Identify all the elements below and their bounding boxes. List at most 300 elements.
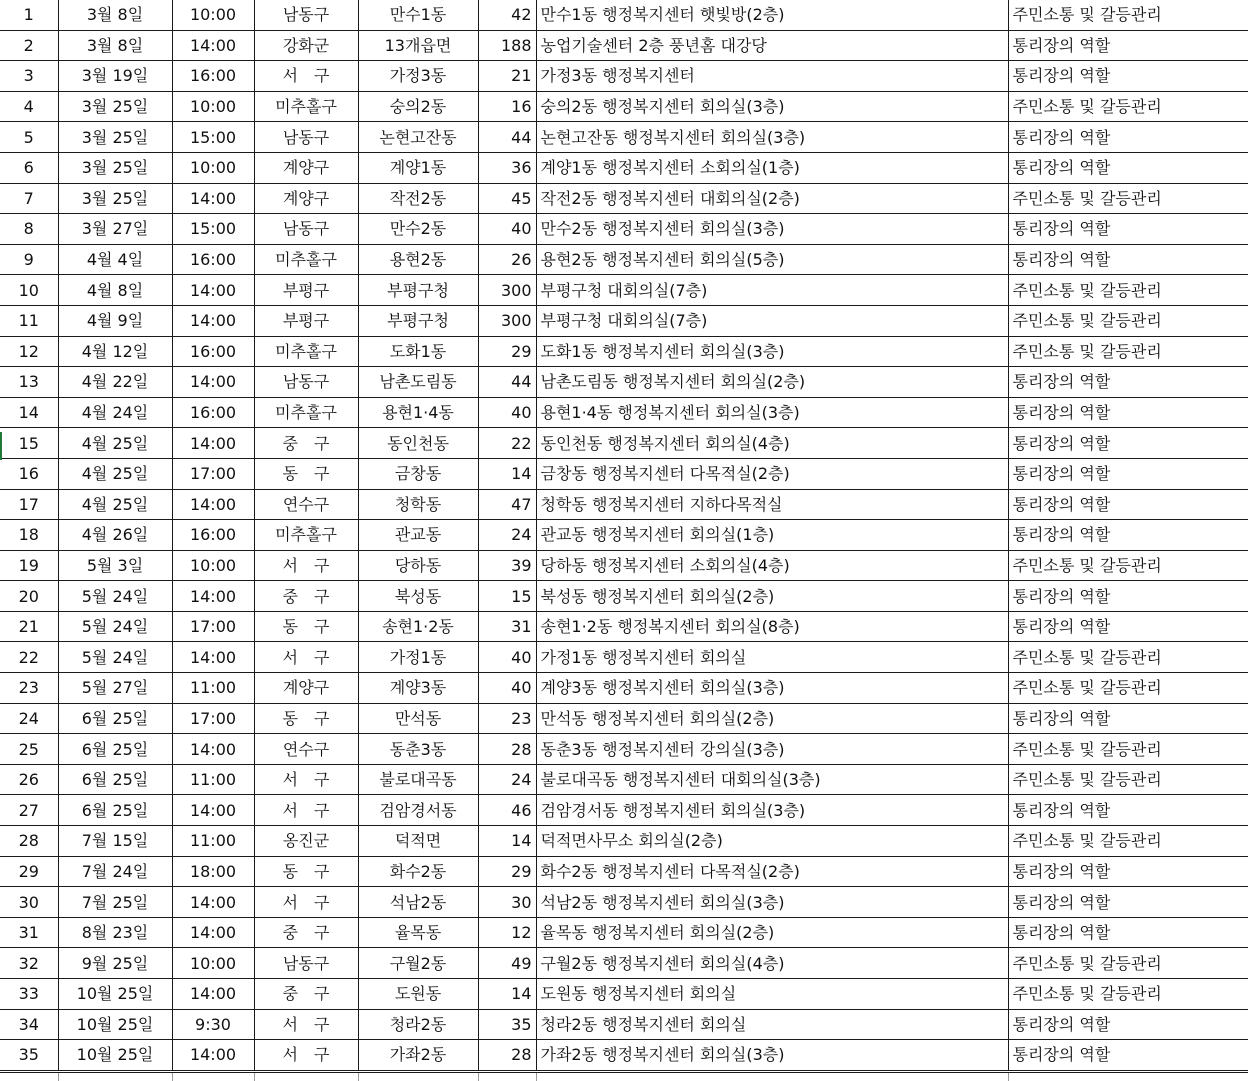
cell-venue[interactable]: 작전2동 행정복지센터 대회의실(2층) — [536, 183, 1008, 214]
cell-date[interactable]: 4월 9일 — [58, 305, 172, 336]
cell-no[interactable]: 30 — [0, 887, 58, 918]
cell-attendees[interactable]: 44 — [478, 122, 536, 153]
cell-district[interactable]: 미추홀구 — [254, 336, 358, 367]
cell-no[interactable]: 13 — [0, 367, 58, 398]
cell-no[interactable]: 35 — [0, 1040, 58, 1071]
cell-topic[interactable]: 주민소통 및 갈등관리 — [1008, 0, 1248, 30]
cell-district[interactable]: 계양구 — [254, 183, 358, 214]
cell-topic[interactable]: 주민소통 및 갈등관리 — [1008, 275, 1248, 306]
cell-time[interactable]: 15:00 — [172, 122, 254, 153]
cell-date[interactable]: 4월 26일 — [58, 520, 172, 551]
cell-venue[interactable]: 율목동 행정복지센터 회의실(2층) — [536, 917, 1008, 948]
cell-attendees[interactable]: 31 — [478, 611, 536, 642]
cell-topic[interactable]: 주민소통 및 갈등관리 — [1008, 336, 1248, 367]
cell-no[interactable]: 25 — [0, 734, 58, 765]
cell-attendees[interactable]: 35 — [478, 1009, 536, 1040]
cell-date[interactable]: 10월 25일 — [58, 1009, 172, 1040]
cell-attendees[interactable]: 30 — [478, 887, 536, 918]
cell-time[interactable]: 11:00 — [172, 673, 254, 704]
cell-no[interactable]: 27 — [0, 795, 58, 826]
cell-topic[interactable]: 주민소통 및 갈등관리 — [1008, 642, 1248, 673]
cell-no[interactable]: 32 — [0, 948, 58, 979]
cell-neighborhood[interactable]: 북성동 — [358, 581, 478, 612]
table-row — [0, 734, 1248, 765]
cell-attendees[interactable]: 21 — [478, 61, 536, 92]
table-row — [0, 856, 1248, 887]
table-row — [0, 91, 1248, 122]
cell-time[interactable]: 17:00 — [172, 458, 254, 489]
cell-no[interactable]: 3 — [0, 61, 58, 92]
cell-topic[interactable]: 주민소통 및 갈등관리 — [1008, 550, 1248, 581]
cell-neighborhood[interactable]: 가좌2동 — [358, 1040, 478, 1071]
cell-attendees[interactable]: 26 — [478, 244, 536, 275]
cell-no[interactable]: 7 — [0, 183, 58, 214]
cell-no[interactable]: 4 — [0, 91, 58, 122]
cell-date[interactable]: 4월 8일 — [58, 275, 172, 306]
cell-district[interactable]: 서 구 — [254, 642, 358, 673]
cell-district[interactable]: 동 구 — [254, 856, 358, 887]
cell-venue[interactable]: 남촌도림동 행정복지센터 회의실(2층) — [536, 367, 1008, 398]
cell-neighborhood[interactable]: 동인천동 — [358, 428, 478, 459]
cell-neighborhood[interactable]: 계양3동 — [358, 673, 478, 704]
cell-neighborhood[interactable]: 검암경서동 — [358, 795, 478, 826]
cell-topic[interactable]: 통리장의 역할 — [1008, 122, 1248, 153]
cell-district[interactable]: 중 구 — [254, 979, 358, 1010]
cell-attendees[interactable]: 39 — [478, 550, 536, 581]
table-row — [0, 305, 1248, 336]
cell-venue[interactable]: 만수1동 행정복지센터 햇빛방(2층) — [536, 0, 1008, 30]
table-row — [0, 1009, 1248, 1040]
cell-time[interactable]: 16:00 — [172, 336, 254, 367]
cell-neighborhood[interactable]: 청라2동 — [358, 1009, 478, 1040]
cell-time[interactable]: 16:00 — [172, 397, 254, 428]
cell-no[interactable]: 33 — [0, 979, 58, 1010]
cell-district[interactable]: 서 구 — [254, 550, 358, 581]
active-row-marker — [0, 432, 2, 460]
cell-no[interactable]: 14 — [0, 397, 58, 428]
cell-neighborhood[interactable]: 도화1동 — [358, 336, 478, 367]
cell-date[interactable]: 3월 25일 — [58, 122, 172, 153]
cell-topic[interactable]: 통리장의 역할 — [1008, 917, 1248, 948]
cell-topic[interactable]: 주민소통 및 갈등관리 — [1008, 91, 1248, 122]
cell-district[interactable]: 남동구 — [254, 0, 358, 30]
sheet-right-margin — [1248, 0, 1255, 1080]
cell-topic[interactable]: 통리장의 역할 — [1008, 611, 1248, 642]
cell-neighborhood[interactable]: 용현1·4동 — [358, 397, 478, 428]
cell-district[interactable]: 강화군 — [254, 30, 358, 61]
cell-venue[interactable]: 부평구청 대회의실(7층) — [536, 275, 1008, 306]
cell-attendees[interactable]: 45 — [478, 183, 536, 214]
cell-date[interactable]: 7월 15일 — [58, 826, 172, 857]
cell-time[interactable]: 17:00 — [172, 611, 254, 642]
cell-district[interactable]: 서 구 — [254, 887, 358, 918]
cell-district[interactable]: 서 구 — [254, 1040, 358, 1071]
cell-topic[interactable]: 통리장의 역할 — [1008, 703, 1248, 734]
table-row — [0, 458, 1248, 489]
cell-no[interactable]: 15 — [0, 428, 58, 459]
cell-topic[interactable]: 통리장의 역할 — [1008, 152, 1248, 183]
table-row — [0, 275, 1248, 306]
cell-topic[interactable]: 통리장의 역할 — [1008, 1009, 1248, 1040]
cell-date[interactable]: 3월 27일 — [58, 214, 172, 245]
table-row — [0, 183, 1248, 214]
cell-no[interactable]: 29 — [0, 856, 58, 887]
cell-venue[interactable]: 청라2동 행정복지센터 회의실 — [536, 1009, 1008, 1040]
cell-time[interactable]: 17:00 — [172, 703, 254, 734]
cell-time[interactable]: 14:00 — [172, 795, 254, 826]
cell-neighborhood[interactable]: 동춘3동 — [358, 734, 478, 765]
cell-time[interactable]: 10:00 — [172, 550, 254, 581]
cell-topic[interactable]: 주민소통 및 갈등관리 — [1008, 826, 1248, 857]
cell-attendees[interactable]: 36 — [478, 152, 536, 183]
cell-venue[interactable]: 도화1동 행정복지센터 회의실(3층) — [536, 336, 1008, 367]
cell-no[interactable]: 17 — [0, 489, 58, 520]
cell-no[interactable]: 5 — [0, 122, 58, 153]
cell-topic[interactable]: 주민소통 및 갈등관리 — [1008, 948, 1248, 979]
cell-date[interactable]: 5월 24일 — [58, 642, 172, 673]
cell-no[interactable]: 23 — [0, 673, 58, 704]
cell-venue[interactable]: 부평구청 대회의실(7층) — [536, 305, 1008, 336]
cell-venue[interactable]: 용현2동 행정복지센터 회의실(5층) — [536, 244, 1008, 275]
cell-topic[interactable]: 통리장의 역할 — [1008, 428, 1248, 459]
cell-district[interactable]: 서 구 — [254, 61, 358, 92]
cell-venue[interactable]: 용현1·4동 행정복지센터 회의실(3층) — [536, 397, 1008, 428]
cell-no[interactable]: 6 — [0, 152, 58, 183]
table-row — [0, 581, 1248, 612]
cell-date[interactable]: 4월 4일 — [58, 244, 172, 275]
cell-district[interactable]: 남동구 — [254, 122, 358, 153]
cell-no[interactable]: 19 — [0, 550, 58, 581]
cell-neighborhood[interactable]: 계양1동 — [358, 152, 478, 183]
cell-no[interactable]: 2 — [0, 30, 58, 61]
cell-attendees[interactable]: 24 — [478, 764, 536, 795]
cell-topic[interactable]: 통리장의 역할 — [1008, 887, 1248, 918]
cell-time[interactable]: 10:00 — [172, 91, 254, 122]
cell-date[interactable]: 4월 12일 — [58, 336, 172, 367]
cell-attendees[interactable]: 23 — [478, 703, 536, 734]
cell-time[interactable]: 14:00 — [172, 305, 254, 336]
cell-venue[interactable]: 석남2동 행정복지센터 회의실(3층) — [536, 887, 1008, 918]
cell-attendees[interactable]: 14 — [478, 826, 536, 857]
table-row — [0, 948, 1248, 979]
cell-time[interactable]: 14:00 — [172, 30, 254, 61]
cell-venue[interactable]: 가정3동 행정복지센터 — [536, 61, 1008, 92]
cell-time[interactable]: 18:00 — [172, 856, 254, 887]
cell-date[interactable]: 6월 25일 — [58, 734, 172, 765]
cell-attendees[interactable]: 28 — [478, 1040, 536, 1071]
cell-venue[interactable]: 가정1동 행정복지센터 회의실 — [536, 642, 1008, 673]
table-row — [0, 764, 1248, 795]
cell-attendees[interactable]: 28 — [478, 734, 536, 765]
cell-venue[interactable]: 검암경서동 행정복지센터 회의실(3층) — [536, 795, 1008, 826]
cell-attendees[interactable]: 16 — [478, 91, 536, 122]
cell-attendees[interactable]: 40 — [478, 642, 536, 673]
cell-district[interactable]: 계양구 — [254, 673, 358, 704]
cell-no[interactable]: 22 — [0, 642, 58, 673]
cell-time[interactable]: 9:30 — [172, 1009, 254, 1040]
cell-time[interactable]: 14:00 — [172, 367, 254, 398]
cell-no[interactable]: 16 — [0, 458, 58, 489]
cell-venue[interactable]: 논현고잔동 행정복지센터 회의실(3층) — [536, 122, 1008, 153]
cell-district[interactable]: 남동구 — [254, 367, 358, 398]
cell-date[interactable]: 6월 25일 — [58, 795, 172, 826]
cell-time[interactable]: 14:00 — [172, 734, 254, 765]
cell-no[interactable]: 12 — [0, 336, 58, 367]
cell-neighborhood[interactable]: 송현1·2동 — [358, 611, 478, 642]
cell-venue[interactable]: 동춘3동 행정복지센터 강의실(3층) — [536, 734, 1008, 765]
cell-venue[interactable]: 북성동 행정복지센터 회의실(2층) — [536, 581, 1008, 612]
cell-no[interactable]: 28 — [0, 826, 58, 857]
cell-date[interactable]: 5월 24일 — [58, 581, 172, 612]
cell-time[interactable]: 14:00 — [172, 183, 254, 214]
cell-time[interactable]: 10:00 — [172, 152, 254, 183]
cell-neighborhood[interactable]: 가정1동 — [358, 642, 478, 673]
cell-topic[interactable]: 통리장의 역할 — [1008, 1040, 1248, 1071]
cell-topic[interactable]: 통리장의 역할 — [1008, 244, 1248, 275]
cell-district[interactable]: 서 구 — [254, 1009, 358, 1040]
cell-attendees[interactable]: 40 — [478, 397, 536, 428]
cell-topic[interactable]: 통리장의 역할 — [1008, 458, 1248, 489]
cell-topic[interactable]: 주민소통 및 갈등관리 — [1008, 183, 1248, 214]
cell-neighborhood[interactable]: 구월2동 — [358, 948, 478, 979]
cell-topic[interactable]: 통리장의 역할 — [1008, 367, 1248, 398]
cell-date[interactable]: 3월 19일 — [58, 61, 172, 92]
table-row — [0, 152, 1248, 183]
cell-neighborhood[interactable]: 금창동 — [358, 458, 478, 489]
cell-district[interactable]: 미추홀구 — [254, 244, 358, 275]
cell-topic[interactable]: 통리장의 역할 — [1008, 214, 1248, 245]
cell-attendees[interactable]: 14 — [478, 979, 536, 1010]
cell-attendees[interactable]: 24 — [478, 520, 536, 551]
cell-attendees[interactable]: 15 — [478, 581, 536, 612]
cell-attendees[interactable]: 46 — [478, 795, 536, 826]
cell-neighborhood[interactable]: 불로대곡동 — [358, 764, 478, 795]
cell-date[interactable]: 3월 25일 — [58, 183, 172, 214]
cell-district[interactable]: 미추홀구 — [254, 520, 358, 551]
cell-no[interactable]: 18 — [0, 520, 58, 551]
cell-topic[interactable]: 통리장의 역할 — [1008, 397, 1248, 428]
cell-venue[interactable]: 청학동 행정복지센터 지하다목적실 — [536, 489, 1008, 520]
cell-time[interactable]: 16:00 — [172, 520, 254, 551]
cell-district[interactable]: 서 구 — [254, 795, 358, 826]
cell-venue[interactable]: 당하동 행정복지센터 소회의실(4층) — [536, 550, 1008, 581]
cell-attendees[interactable]: 42 — [478, 0, 536, 30]
cell-neighborhood[interactable]: 가정3동 — [358, 61, 478, 92]
table-row — [0, 214, 1248, 245]
cell-time[interactable]: 10:00 — [172, 948, 254, 979]
cell-district[interactable]: 남동구 — [254, 948, 358, 979]
cell-venue[interactable]: 불로대곡동 행정복지센터 대회의실(3층) — [536, 764, 1008, 795]
cell-no[interactable]: 9 — [0, 244, 58, 275]
cell-no[interactable]: 31 — [0, 917, 58, 948]
cell-district[interactable]: 부평구 — [254, 275, 358, 306]
table-row — [0, 611, 1248, 642]
cell-neighborhood[interactable]: 숭의2동 — [358, 91, 478, 122]
table-row — [0, 0, 1248, 30]
cell-topic[interactable]: 주민소통 및 갈등관리 — [1008, 305, 1248, 336]
cell-venue[interactable]: 만수2동 행정복지센터 회의실(3층) — [536, 214, 1008, 245]
cell-time[interactable]: 14:00 — [172, 887, 254, 918]
cell-attendees[interactable]: 14 — [478, 458, 536, 489]
cell-venue[interactable]: 구월2동 행정복지센터 회의실(4층) — [536, 948, 1008, 979]
cell-neighborhood[interactable]: 논현고잔동 — [358, 122, 478, 153]
cell-no[interactable]: 24 — [0, 703, 58, 734]
cell-time[interactable]: 11:00 — [172, 826, 254, 857]
cell-neighborhood[interactable]: 관교동 — [358, 520, 478, 551]
table-row — [0, 826, 1248, 857]
cell-date[interactable]: 3월 8일 — [58, 30, 172, 61]
cell-date[interactable]: 8월 23일 — [58, 917, 172, 948]
cell-venue[interactable]: 계양3동 행정복지센터 회의실(3층) — [536, 673, 1008, 704]
cell-date[interactable]: 7월 25일 — [58, 887, 172, 918]
cell-venue[interactable]: 숭의2동 행정복지센터 회의실(3층) — [536, 91, 1008, 122]
cell-topic[interactable]: 통리장의 역할 — [1008, 61, 1248, 92]
cell-topic[interactable]: 주민소통 및 갈등관리 — [1008, 673, 1248, 704]
cell-venue[interactable]: 금창동 행정복지센터 다목적실(2층) — [536, 458, 1008, 489]
cell-neighborhood[interactable]: 부평구청 — [358, 305, 478, 336]
cell-neighborhood[interactable]: 13개읍면 — [358, 30, 478, 61]
cell-attendees[interactable]: 188 — [478, 30, 536, 61]
cell-no[interactable]: 34 — [0, 1009, 58, 1040]
cell-date[interactable]: 4월 25일 — [58, 458, 172, 489]
cell-neighborhood[interactable]: 작전2동 — [358, 183, 478, 214]
cell-time[interactable]: 14:00 — [172, 1040, 254, 1071]
cell-neighborhood[interactable]: 만석동 — [358, 703, 478, 734]
cell-no[interactable]: 8 — [0, 214, 58, 245]
cell-date[interactable]: 3월 25일 — [58, 152, 172, 183]
cell-time[interactable]: 15:00 — [172, 214, 254, 245]
cell-district[interactable]: 서 구 — [254, 764, 358, 795]
cell-time[interactable]: 14:00 — [172, 642, 254, 673]
cell-time[interactable]: 14:00 — [172, 979, 254, 1010]
cell-topic[interactable]: 주민소통 및 갈등관리 — [1008, 734, 1248, 765]
cell-district[interactable]: 남동구 — [254, 214, 358, 245]
cell-no[interactable]: 26 — [0, 764, 58, 795]
cell-topic[interactable]: 통리장의 역할 — [1008, 581, 1248, 612]
cell-topic[interactable]: 통리장의 역할 — [1008, 520, 1248, 551]
cell-venue[interactable]: 가좌2동 행정복지센터 회의실(3층) — [536, 1040, 1008, 1071]
cell-neighborhood[interactable]: 도원동 — [358, 979, 478, 1010]
cell-neighborhood[interactable]: 화수2동 — [358, 856, 478, 887]
cell-topic[interactable]: 주민소통 및 갈등관리 — [1008, 979, 1248, 1010]
cell-date[interactable]: 6월 25일 — [58, 703, 172, 734]
cell-time[interactable]: 14:00 — [172, 428, 254, 459]
cell-district[interactable]: 옹진군 — [254, 826, 358, 857]
cell-date[interactable]: 7월 24일 — [58, 856, 172, 887]
cell-neighborhood[interactable]: 석남2동 — [358, 887, 478, 918]
cell-district[interactable]: 연수구 — [254, 734, 358, 765]
cell-attendees[interactable]: 29 — [478, 336, 536, 367]
cell-district[interactable]: 중 구 — [254, 581, 358, 612]
cell-date[interactable]: 3월 25일 — [58, 91, 172, 122]
cell-time[interactable]: 16:00 — [172, 61, 254, 92]
cell-no[interactable]: 21 — [0, 611, 58, 642]
cell-district[interactable]: 동 구 — [254, 703, 358, 734]
cell-venue[interactable]: 만석동 행정복지센터 회의실(2층) — [536, 703, 1008, 734]
cell-no[interactable]: 11 — [0, 305, 58, 336]
cell-no[interactable]: 20 — [0, 581, 58, 612]
cell-attendees[interactable]: 44 — [478, 367, 536, 398]
cell-venue[interactable]: 관교동 행정복지센터 회의실(1층) — [536, 520, 1008, 551]
cell-neighborhood[interactable]: 만수1동 — [358, 0, 478, 30]
cell-venue[interactable]: 덕적면사무소 회의실(2층) — [536, 826, 1008, 857]
cell-attendees[interactable]: 300 — [478, 305, 536, 336]
cell-venue[interactable]: 동인천동 행정복지센터 회의실(4층) — [536, 428, 1008, 459]
cell-venue[interactable]: 송현1·2동 행정복지센터 회의실(8층) — [536, 611, 1008, 642]
cell-time[interactable]: 14:00 — [172, 917, 254, 948]
cell-time[interactable]: 14:00 — [172, 581, 254, 612]
cell-neighborhood[interactable]: 율목동 — [358, 917, 478, 948]
cell-district[interactable]: 부평구 — [254, 305, 358, 336]
cell-date[interactable]: 4월 22일 — [58, 367, 172, 398]
cell-time[interactable]: 11:00 — [172, 764, 254, 795]
cell-district[interactable]: 미추홀구 — [254, 91, 358, 122]
cell-venue[interactable]: 계양1동 행정복지센터 소회의실(1층) — [536, 152, 1008, 183]
cell-topic[interactable]: 통리장의 역할 — [1008, 489, 1248, 520]
cell-venue[interactable]: 화수2동 행정복지센터 다목적실(2층) — [536, 856, 1008, 887]
cell-time[interactable]: 10:00 — [172, 0, 254, 30]
cell-time[interactable]: 14:00 — [172, 275, 254, 306]
cell-date[interactable]: 10월 25일 — [58, 979, 172, 1010]
cell-no[interactable]: 10 — [0, 275, 58, 306]
cell-date[interactable]: 4월 25일 — [58, 428, 172, 459]
cell-district[interactable]: 계양구 — [254, 152, 358, 183]
cell-date[interactable]: 5월 3일 — [58, 550, 172, 581]
cell-date[interactable]: 6월 25일 — [58, 764, 172, 795]
cell-district[interactable]: 동 구 — [254, 611, 358, 642]
table-row — [0, 703, 1248, 734]
cell-district[interactable]: 중 구 — [254, 428, 358, 459]
cell-venue[interactable]: 농업기술센터 2층 풍년홈 대강당 — [536, 30, 1008, 61]
cell-neighborhood[interactable]: 만수2동 — [358, 214, 478, 245]
table-row — [0, 30, 1248, 61]
cell-attendees[interactable]: 12 — [478, 917, 536, 948]
cell-date[interactable]: 9월 25일 — [58, 948, 172, 979]
cell-attendees[interactable]: 40 — [478, 673, 536, 704]
cell-time[interactable]: 16:00 — [172, 244, 254, 275]
cell-neighborhood[interactable]: 부평구청 — [358, 275, 478, 306]
cell-attendees[interactable]: 47 — [478, 489, 536, 520]
cell-neighborhood[interactable]: 용현2동 — [358, 244, 478, 275]
cell-neighborhood[interactable]: 청학동 — [358, 489, 478, 520]
cell-date[interactable]: 3월 8일 — [58, 0, 172, 30]
cell-attendees[interactable]: 22 — [478, 428, 536, 459]
cell-date[interactable]: 4월 24일 — [58, 397, 172, 428]
cell-venue[interactable]: 도원동 행정복지센터 회의실 — [536, 979, 1008, 1010]
cell-no[interactable]: 1 — [0, 0, 58, 30]
cell-attendees[interactable]: 49 — [478, 948, 536, 979]
cell-time[interactable]: 14:00 — [172, 489, 254, 520]
cell-topic[interactable]: 주민소통 및 갈등관리 — [1008, 764, 1248, 795]
cell-attendees[interactable]: 40 — [478, 214, 536, 245]
cell-neighborhood[interactable]: 남촌도림동 — [358, 367, 478, 398]
cell-neighborhood[interactable]: 당하동 — [358, 550, 478, 581]
cell-district[interactable]: 연수구 — [254, 489, 358, 520]
cell-date[interactable]: 10월 25일 — [58, 1040, 172, 1071]
cell-topic[interactable]: 통리장의 역할 — [1008, 30, 1248, 61]
cell-date[interactable]: 4월 25일 — [58, 489, 172, 520]
cell-date[interactable]: 5월 27일 — [58, 673, 172, 704]
cell-neighborhood[interactable]: 덕적면 — [358, 826, 478, 857]
cell-topic[interactable]: 통리장의 역할 — [1008, 795, 1248, 826]
cell-date[interactable]: 5월 24일 — [58, 611, 172, 642]
cell-district[interactable]: 동 구 — [254, 458, 358, 489]
cell-topic[interactable]: 통리장의 역할 — [1008, 856, 1248, 887]
cell-district[interactable]: 중 구 — [254, 917, 358, 948]
cell-attendees[interactable]: 29 — [478, 856, 536, 887]
cell-attendees[interactable]: 300 — [478, 275, 536, 306]
cell-district[interactable]: 미추홀구 — [254, 397, 358, 428]
